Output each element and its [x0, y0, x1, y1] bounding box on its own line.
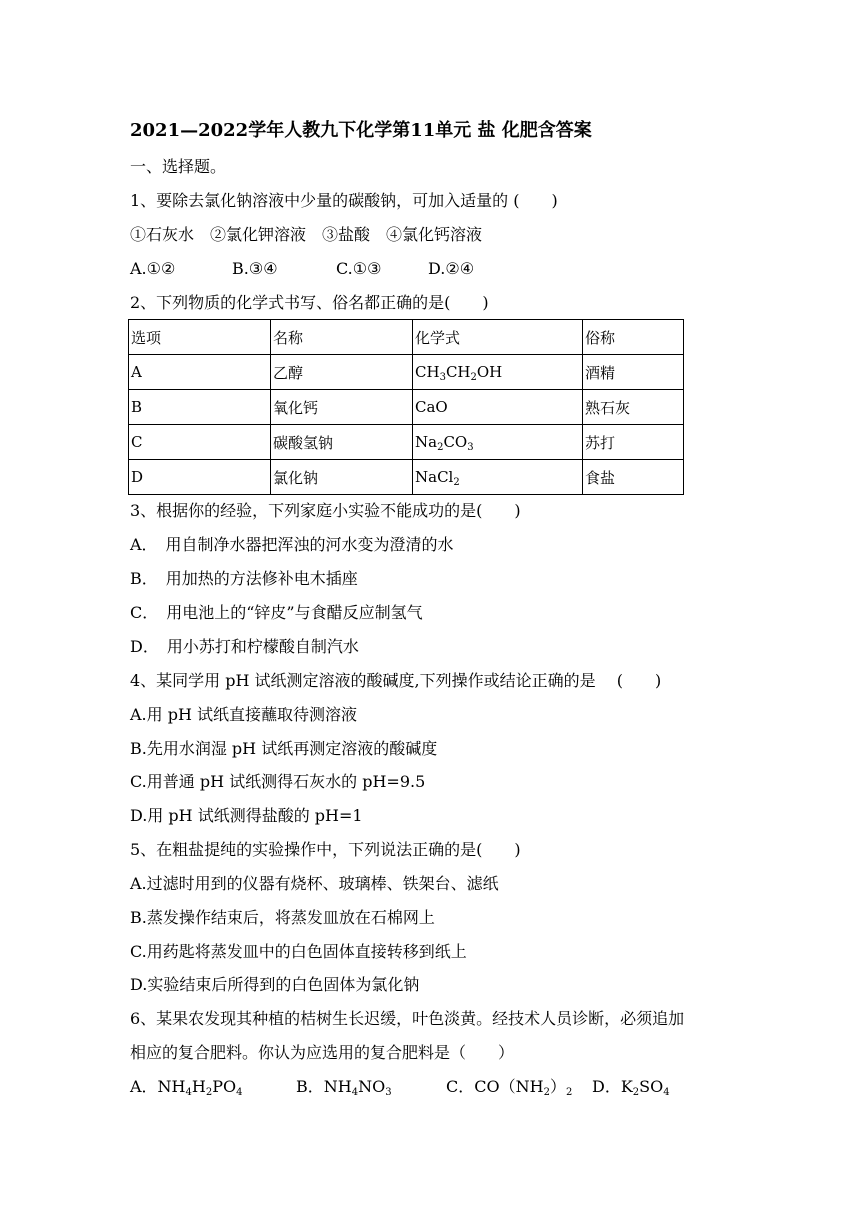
common-name-cell: 熟石灰 [583, 390, 684, 425]
option-b: B.③④ [232, 259, 278, 278]
table-header-cell: 化学式 [413, 320, 583, 355]
question-4-option-c: C.用普通 pH 试纸测得石灰水的 pH=9.5 [130, 772, 426, 791]
formula-cell: NaCl$_2$ [413, 460, 583, 495]
option-cell: C [129, 425, 271, 460]
option-a: A．$NH_4H_2PO_4$ [130, 1077, 243, 1098]
question-3-option-d: D． 用小苏打和柠檬酸自制汽水 [130, 637, 359, 656]
question-5-option-b: B.蒸发操作结束后，将蒸发皿放在石棉网上 [130, 908, 435, 927]
option-cell: A [129, 355, 271, 390]
question-2-stem: 2、下列物质的化学式书写、俗名都正确的是( ) [130, 293, 489, 312]
question-5-stem: 5、在粗盐提纯的实验操作中，下列说法正确的是( ) [130, 840, 521, 859]
formula-cell: CaO [413, 390, 583, 425]
name-cell: 碳酸氢钠 [271, 425, 413, 460]
option-c: C．$CO(NH_2)_2$ [446, 1077, 573, 1098]
table-row [129, 460, 684, 495]
question-4-stem: 4、某同学用 pH 试纸测定溶液的酸碱度,下列操作或结论正确的是 ( ) [130, 671, 662, 690]
table-row [129, 390, 684, 425]
table-header-row [129, 320, 684, 355]
question-1-stem: 1、要除去氯化钠溶液中少量的碳酸钠，可加入适量的 ( ) [130, 191, 558, 210]
option-c: C.①③ [336, 259, 382, 278]
table-header-cell: 名称 [271, 320, 413, 355]
question-4-option-b: B.先用水润湿 pH 试纸再测定溶液的酸碱度 [130, 739, 438, 758]
question-1-reagents: ①石灰水 ②氯化钾溶液 ③盐酸 ④氯化钙溶液 [130, 225, 483, 244]
question-4-option-a: A.用 pH 试纸直接蘸取待测溶液 [130, 705, 358, 724]
formula-cell: $Na_2CO_3$ [413, 425, 583, 460]
question-5-option-c: C.用药匙将蒸发皿中的白色固体直接转移到纸上 [130, 942, 467, 961]
question-3-option-b: B． 用加热的方法修补电木插座 [130, 569, 358, 588]
formula-cell: $CH_3CH_2OH$ [413, 355, 583, 390]
table-row [129, 425, 684, 460]
table-header-cell: 选项 [129, 320, 271, 355]
document-title: 2021—2022学年人教九下化学第11单元 盐 化肥含答案 [130, 120, 592, 141]
question-5-option-d: D.实验结束后所得到的白色固体为氯化钠 [130, 975, 420, 994]
question-2-table [128, 319, 684, 495]
common-name-cell: 酒精 [583, 355, 684, 390]
question-1-options [130, 258, 474, 280]
question-5-option-a: A.过滤时用到的仪器有烧杯、玻璃棒、铁架台、滤纸 [130, 874, 499, 893]
question-6-options [130, 1076, 670, 1098]
table-header-cell: 俗称 [583, 320, 684, 355]
common-name-cell: 苏打 [583, 425, 684, 460]
option-d: D.②④ [428, 259, 475, 278]
question-6-stem-line-1: 6、某果农发现其种植的桔树生长迟缓，叶色淡黄。经技术人员诊断，必须追加 [130, 1009, 685, 1028]
option-cell: D [129, 460, 271, 495]
common-name-cell: 食盐 [583, 460, 684, 495]
option-b: B．$NH_4NO_3$ [296, 1077, 392, 1098]
question-3-stem: 3、根据你的经验，下列家庭小实验不能成功的是( ) [130, 501, 521, 520]
question-3-option-a: A． 用自制净水器把浑浊的河水变为澄清的水 [130, 535, 454, 554]
section-heading: 一、选择题。 [130, 157, 227, 176]
question-4-option-d: D.用 pH 试纸测得盐酸的 pH=1 [130, 806, 363, 825]
option-a: A.①② [130, 259, 176, 278]
name-cell: 氯化钠 [271, 460, 413, 495]
question-6-stem-line-2: 相应的复合肥料。你认为应选用的复合肥料是（ ） [130, 1043, 515, 1062]
table-row [129, 355, 684, 390]
question-3-option-c: C． 用电池上的“锌皮”与食醋反应制氢气 [130, 603, 423, 622]
name-cell: 氧化钙 [271, 390, 413, 425]
option-d: D．$K_2SO_4$ [592, 1077, 670, 1098]
name-cell: 乙醇 [271, 355, 413, 390]
option-cell: B [129, 390, 271, 425]
